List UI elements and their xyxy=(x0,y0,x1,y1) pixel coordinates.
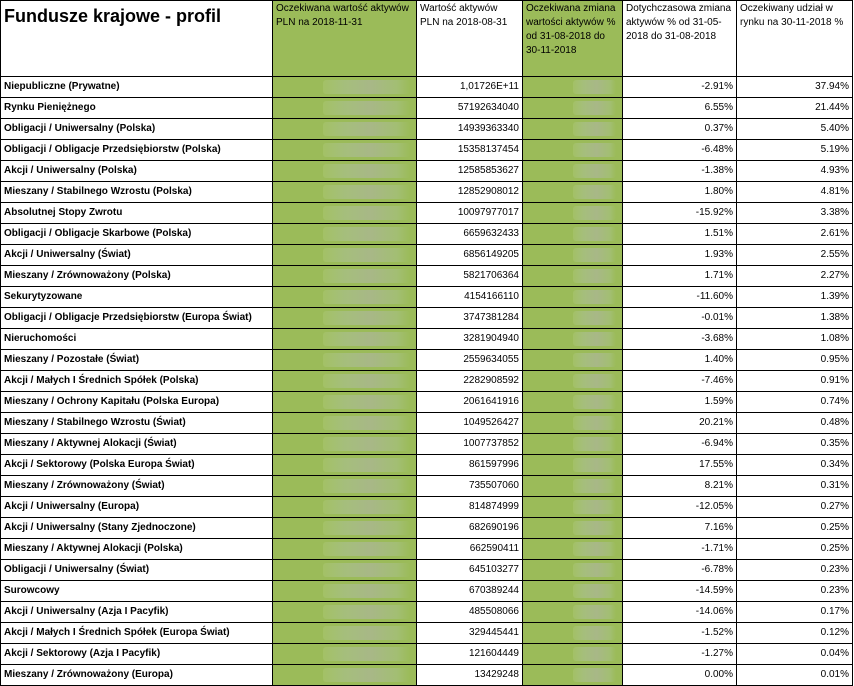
header-expected-change[interactable]: Oczekiwana zmiana wartości aktywów % od 31-08-2018 do 30-11-2018 xyxy=(523,1,623,77)
expected-share-cell[interactable]: 0.27% xyxy=(737,497,853,518)
fund-category-cell[interactable]: Akcji / Sektorowy (Azja I Pacyfik) xyxy=(1,644,273,665)
table-row xyxy=(1,434,853,455)
header-historic-change[interactable]: Dotychczasowa zmiana aktywów % od 31-05-2018 do 31-08-2018 xyxy=(623,1,737,77)
fund-category-cell[interactable]: Obligacji / Obligacje Skarbowe (Polska) xyxy=(1,224,273,245)
redacted-value xyxy=(573,80,616,94)
redacted-value xyxy=(573,101,616,115)
fund-category-cell[interactable]: Surowcowy xyxy=(1,581,273,602)
historic-change-cell[interactable]: 0.00% xyxy=(623,665,737,686)
expected-value-cell[interactable] xyxy=(273,455,417,476)
redacted-value xyxy=(323,164,410,178)
table-row xyxy=(1,560,853,581)
expected-change-cell[interactable] xyxy=(523,287,623,308)
expected-value-cell[interactable] xyxy=(273,203,417,224)
expected-change-cell[interactable] xyxy=(523,77,623,98)
fund-category-cell[interactable]: Akcji / Uniwersalny (Europa) xyxy=(1,497,273,518)
redacted-value xyxy=(323,542,410,556)
fund-category-cell[interactable]: Mieszany / Stabilnego Wzrostu (Polska) xyxy=(1,182,273,203)
expected-share-cell[interactable]: 0.25% xyxy=(737,518,853,539)
historic-change-cell[interactable]: -1.52% xyxy=(623,623,737,644)
expected-value-cell[interactable] xyxy=(273,77,417,98)
expected-change-cell[interactable] xyxy=(523,644,623,665)
expected-value-cell[interactable] xyxy=(273,434,417,455)
asset-value-cell[interactable]: 10097977017 xyxy=(417,203,523,224)
asset-value-cell[interactable]: 3281904940 xyxy=(417,329,523,350)
header-asset-value[interactable]: Wartość aktywów PLN na 2018-08-31 xyxy=(417,1,523,77)
fund-category-cell[interactable]: Obligacji / Obligacje Przedsiębiorstw (Polska) xyxy=(1,140,273,161)
redacted-value xyxy=(573,626,616,640)
redacted-value xyxy=(573,542,616,556)
table-row xyxy=(1,665,853,686)
expected-value-cell[interactable] xyxy=(273,371,417,392)
expected-change-cell[interactable] xyxy=(523,434,623,455)
redacted-value xyxy=(323,647,410,661)
historic-change-cell[interactable]: -3.68% xyxy=(623,329,737,350)
expected-change-cell[interactable] xyxy=(523,539,623,560)
expected-value-cell[interactable] xyxy=(273,329,417,350)
expected-share-cell[interactable]: 1.39% xyxy=(737,287,853,308)
redacted-value xyxy=(323,479,410,493)
fund-category-cell[interactable]: Mieszany / Aktywnej Alokacji (Polska) xyxy=(1,539,273,560)
redacted-value xyxy=(323,521,410,535)
fund-category-cell[interactable]: Akcji / Uniwersalny (Polska) xyxy=(1,161,273,182)
table-row xyxy=(1,476,853,497)
asset-value-cell[interactable]: 1,01726E+11 xyxy=(417,77,523,98)
expected-share-cell[interactable]: 3.38% xyxy=(737,203,853,224)
table-row xyxy=(1,623,853,644)
table-row xyxy=(1,161,853,182)
table-row xyxy=(1,518,853,539)
expected-share-cell[interactable]: 2.55% xyxy=(737,245,853,266)
table-row xyxy=(1,413,853,434)
redacted-value xyxy=(323,500,410,514)
redacted-value xyxy=(573,416,616,430)
expected-value-cell[interactable] xyxy=(273,623,417,644)
redacted-value xyxy=(573,164,616,178)
redacted-value xyxy=(323,101,410,115)
expected-share-cell[interactable]: 0.74% xyxy=(737,392,853,413)
fund-category-cell[interactable]: Sekurytyzowane xyxy=(1,287,273,308)
asset-value-cell[interactable]: 121604449 xyxy=(417,644,523,665)
historic-change-cell[interactable]: -14.59% xyxy=(623,581,737,602)
expected-value-cell[interactable] xyxy=(273,560,417,581)
historic-change-cell[interactable]: -1.71% xyxy=(623,539,737,560)
fund-category-cell[interactable]: Absolutnej Stopy Zwrotu xyxy=(1,203,273,224)
asset-value-cell[interactable]: 4154166110 xyxy=(417,287,523,308)
header-row xyxy=(1,1,853,77)
fund-category-cell[interactable]: Akcji / Uniwersalny (Świat) xyxy=(1,245,273,266)
asset-value-cell[interactable]: 57192634040 xyxy=(417,98,523,119)
redacted-value xyxy=(573,374,616,388)
expected-change-cell[interactable] xyxy=(523,224,623,245)
expected-value-cell[interactable] xyxy=(273,308,417,329)
redacted-value xyxy=(323,206,410,220)
asset-value-cell[interactable]: 2559634055 xyxy=(417,350,523,371)
expected-change-cell[interactable] xyxy=(523,329,623,350)
expected-change-cell[interactable] xyxy=(523,560,623,581)
expected-change-cell[interactable] xyxy=(523,182,623,203)
fund-category-cell[interactable]: Nieruchomości xyxy=(1,329,273,350)
asset-value-cell[interactable]: 670389244 xyxy=(417,581,523,602)
expected-share-cell[interactable]: 5.19% xyxy=(737,140,853,161)
historic-change-cell[interactable]: -14.06% xyxy=(623,602,737,623)
expected-value-cell[interactable] xyxy=(273,392,417,413)
asset-value-cell[interactable]: 3747381284 xyxy=(417,308,523,329)
fund-category-cell[interactable]: Niepubliczne (Prywatne) xyxy=(1,77,273,98)
asset-value-cell[interactable]: 485508066 xyxy=(417,602,523,623)
expected-value-cell[interactable] xyxy=(273,518,417,539)
table-row xyxy=(1,329,853,350)
historic-change-cell[interactable]: -12.05% xyxy=(623,497,737,518)
historic-change-cell[interactable]: -0.01% xyxy=(623,308,737,329)
expected-change-cell[interactable] xyxy=(523,623,623,644)
historic-change-cell[interactable]: 1.93% xyxy=(623,245,737,266)
table-row xyxy=(1,497,853,518)
expected-value-cell[interactable] xyxy=(273,581,417,602)
asset-value-cell[interactable]: 5821706364 xyxy=(417,266,523,287)
redacted-value xyxy=(573,563,616,577)
expected-value-cell[interactable] xyxy=(273,182,417,203)
expected-value-cell[interactable] xyxy=(273,644,417,665)
redacted-value xyxy=(323,227,410,241)
historic-change-cell[interactable]: -6.78% xyxy=(623,560,737,581)
redacted-value xyxy=(323,374,410,388)
redacted-value xyxy=(573,521,616,535)
asset-value-cell[interactable]: 12852908012 xyxy=(417,182,523,203)
table-row xyxy=(1,119,853,140)
redacted-value xyxy=(323,290,410,304)
fund-category-cell[interactable]: Mieszany / Ochrony Kapitału (Polska Europa) xyxy=(1,392,273,413)
fund-category-cell[interactable]: Mieszany / Aktywnej Alokacji (Świat) xyxy=(1,434,273,455)
asset-value-cell[interactable]: 2061641916 xyxy=(417,392,523,413)
historic-change-cell[interactable]: -6.48% xyxy=(623,140,737,161)
expected-change-cell[interactable] xyxy=(523,497,623,518)
redacted-value xyxy=(323,437,410,451)
expected-share-cell[interactable]: 0.91% xyxy=(737,371,853,392)
table-row xyxy=(1,371,853,392)
fund-category-cell[interactable]: Mieszany / Zrównoważony (Europa) xyxy=(1,665,273,686)
historic-change-cell[interactable]: -1.38% xyxy=(623,161,737,182)
redacted-value xyxy=(323,605,410,619)
historic-change-cell[interactable]: 7.16% xyxy=(623,518,737,539)
redacted-value xyxy=(323,416,410,430)
table-row xyxy=(1,224,853,245)
table-row xyxy=(1,392,853,413)
asset-value-cell[interactable]: 735507060 xyxy=(417,476,523,497)
header-expected-share[interactable]: Oczekiwany udział w rynku na 30-11-2018 % xyxy=(737,1,853,77)
expected-share-cell[interactable]: 0.01% xyxy=(737,665,853,686)
table-row xyxy=(1,539,853,560)
table-row xyxy=(1,266,853,287)
redacted-value xyxy=(573,584,616,598)
redacted-value xyxy=(573,206,616,220)
expected-change-cell[interactable] xyxy=(523,98,623,119)
redacted-value xyxy=(323,185,410,199)
fund-category-cell[interactable]: Akcji / Małych I Średnich Spółek (Polska) xyxy=(1,371,273,392)
redacted-value xyxy=(573,395,616,409)
expected-share-cell[interactable]: 1.38% xyxy=(737,308,853,329)
expected-change-cell[interactable] xyxy=(523,602,623,623)
expected-change-cell[interactable] xyxy=(523,581,623,602)
redacted-value xyxy=(323,395,410,409)
expected-value-cell[interactable] xyxy=(273,266,417,287)
expected-change-cell[interactable] xyxy=(523,413,623,434)
asset-value-cell[interactable]: 14939363340 xyxy=(417,119,523,140)
historic-change-cell[interactable]: 1.71% xyxy=(623,266,737,287)
redacted-value xyxy=(323,248,410,262)
expected-share-cell[interactable]: 5.40% xyxy=(737,119,853,140)
asset-value-cell[interactable]: 662590411 xyxy=(417,539,523,560)
historic-change-cell[interactable]: -6.94% xyxy=(623,434,737,455)
expected-share-cell[interactable]: 0.17% xyxy=(737,602,853,623)
fund-category-cell[interactable]: Obligacji / Uniwersalny (Polska) xyxy=(1,119,273,140)
historic-change-cell[interactable]: 17.55% xyxy=(623,455,737,476)
redacted-value xyxy=(573,248,616,262)
expected-value-cell[interactable] xyxy=(273,602,417,623)
redacted-value xyxy=(323,332,410,346)
expected-value-cell[interactable] xyxy=(273,161,417,182)
fund-category-cell[interactable]: Mieszany / Pozostałe (Świat) xyxy=(1,350,273,371)
historic-change-cell[interactable]: 0.37% xyxy=(623,119,737,140)
expected-value-cell[interactable] xyxy=(273,476,417,497)
redacted-value xyxy=(573,311,616,325)
fund-category-cell[interactable]: Obligacji / Obligacje Przedsiębiorstw (Europa Świat) xyxy=(1,308,273,329)
expected-value-cell[interactable] xyxy=(273,287,417,308)
asset-value-cell[interactable]: 6659632433 xyxy=(417,224,523,245)
table-row xyxy=(1,602,853,623)
expected-share-cell[interactable]: 37.94% xyxy=(737,77,853,98)
expected-value-cell[interactable] xyxy=(273,350,417,371)
redacted-value xyxy=(573,353,616,367)
redacted-value xyxy=(573,458,616,472)
expected-change-cell[interactable] xyxy=(523,140,623,161)
asset-value-cell[interactable]: 15358137454 xyxy=(417,140,523,161)
header-expected-value[interactable]: Oczekiwana wartość aktywów PLN na 2018-11-31 xyxy=(273,1,417,77)
expected-share-cell[interactable]: 0.95% xyxy=(737,350,853,371)
redacted-value xyxy=(323,80,410,94)
redacted-value xyxy=(573,668,616,682)
expected-value-cell[interactable] xyxy=(273,665,417,686)
historic-change-cell[interactable]: 6.55% xyxy=(623,98,737,119)
expected-share-cell[interactable]: 0.04% xyxy=(737,644,853,665)
table-row xyxy=(1,77,853,98)
expected-change-cell[interactable] xyxy=(523,161,623,182)
redacted-value xyxy=(323,269,410,283)
table-row xyxy=(1,98,853,119)
table-row xyxy=(1,203,853,224)
historic-change-cell[interactable]: -7.46% xyxy=(623,371,737,392)
expected-value-cell[interactable] xyxy=(273,497,417,518)
asset-value-cell[interactable]: 6856149205 xyxy=(417,245,523,266)
fund-category-cell[interactable]: Mieszany / Zrównoważony (Polska) xyxy=(1,266,273,287)
fund-category-cell[interactable]: Mieszany / Zrównoważony (Świat) xyxy=(1,476,273,497)
redacted-value xyxy=(323,668,410,682)
expected-share-cell[interactable]: 2.61% xyxy=(737,224,853,245)
expected-change-cell[interactable] xyxy=(523,203,623,224)
sheet-title[interactable]: Fundusze krajowe - profil xyxy=(1,1,273,77)
expected-share-cell[interactable]: 0.23% xyxy=(737,581,853,602)
redacted-value xyxy=(573,269,616,283)
expected-share-cell[interactable]: 0.12% xyxy=(737,623,853,644)
table-row xyxy=(1,140,853,161)
expected-change-cell[interactable] xyxy=(523,476,623,497)
asset-value-cell[interactable]: 329445441 xyxy=(417,623,523,644)
redacted-value xyxy=(573,479,616,493)
expected-value-cell[interactable] xyxy=(273,140,417,161)
expected-change-cell[interactable] xyxy=(523,371,623,392)
asset-value-cell[interactable]: 682690196 xyxy=(417,518,523,539)
historic-change-cell[interactable]: -1.27% xyxy=(623,644,737,665)
historic-change-cell[interactable]: 1.40% xyxy=(623,350,737,371)
expected-value-cell[interactable] xyxy=(273,413,417,434)
redacted-value xyxy=(573,332,616,346)
redacted-value xyxy=(323,353,410,367)
expected-share-cell[interactable]: 4.93% xyxy=(737,161,853,182)
expected-change-cell[interactable] xyxy=(523,455,623,476)
fund-category-cell[interactable]: Rynku Pieniężnego xyxy=(1,98,273,119)
table-row xyxy=(1,287,853,308)
expected-value-cell[interactable] xyxy=(273,245,417,266)
expected-change-cell[interactable] xyxy=(523,119,623,140)
expected-value-cell[interactable] xyxy=(273,98,417,119)
expected-share-cell[interactable]: 21.44% xyxy=(737,98,853,119)
asset-value-cell[interactable]: 861597996 xyxy=(417,455,523,476)
fund-category-cell[interactable]: Akcji / Uniwersalny (Stany Zjednoczone) xyxy=(1,518,273,539)
historic-change-cell[interactable]: 8.21% xyxy=(623,476,737,497)
historic-change-cell[interactable]: 1.80% xyxy=(623,182,737,203)
expected-share-cell[interactable]: 0.23% xyxy=(737,560,853,581)
expected-value-cell[interactable] xyxy=(273,224,417,245)
expected-value-cell[interactable] xyxy=(273,119,417,140)
expected-change-cell[interactable] xyxy=(523,266,623,287)
redacted-value xyxy=(573,185,616,199)
expected-change-cell[interactable] xyxy=(523,518,623,539)
redacted-value xyxy=(323,626,410,640)
fund-category-cell[interactable]: Mieszany / Stabilnego Wzrostu (Świat) xyxy=(1,413,273,434)
redacted-value xyxy=(323,122,410,136)
table-row xyxy=(1,644,853,665)
expected-share-cell[interactable]: 2.27% xyxy=(737,266,853,287)
redacted-value xyxy=(573,605,616,619)
asset-value-cell[interactable]: 1007737852 xyxy=(417,434,523,455)
expected-share-cell[interactable]: 4.81% xyxy=(737,182,853,203)
expected-change-cell[interactable] xyxy=(523,245,623,266)
asset-value-cell[interactable]: 645103277 xyxy=(417,560,523,581)
redacted-value xyxy=(323,584,410,598)
expected-share-cell[interactable]: 0.25% xyxy=(737,539,853,560)
redacted-value xyxy=(573,227,616,241)
historic-change-cell[interactable]: -15.92% xyxy=(623,203,737,224)
expected-change-cell[interactable] xyxy=(523,392,623,413)
expected-share-cell[interactable]: 0.48% xyxy=(737,413,853,434)
expected-share-cell[interactable]: 0.35% xyxy=(737,434,853,455)
historic-change-cell[interactable]: 1.51% xyxy=(623,224,737,245)
asset-value-cell[interactable]: 12585853627 xyxy=(417,161,523,182)
expected-share-cell[interactable]: 0.34% xyxy=(737,455,853,476)
asset-value-cell[interactable]: 2282908592 xyxy=(417,371,523,392)
table-row xyxy=(1,455,853,476)
fund-category-cell[interactable]: Obligacji / Uniwersalny (Świat) xyxy=(1,560,273,581)
expected-share-cell[interactable]: 0.31% xyxy=(737,476,853,497)
table-row xyxy=(1,182,853,203)
expected-value-cell[interactable] xyxy=(273,539,417,560)
historic-change-cell[interactable]: 1.59% xyxy=(623,392,737,413)
table-row xyxy=(1,245,853,266)
redacted-value xyxy=(323,311,410,325)
fund-category-cell[interactable]: Akcji / Sektorowy (Polska Europa Świat) xyxy=(1,455,273,476)
fund-category-cell[interactable]: Akcji / Małych I Średnich Spółek (Europa Świat) xyxy=(1,623,273,644)
redacted-value xyxy=(573,500,616,514)
table-body xyxy=(1,77,853,686)
historic-change-cell[interactable]: 20.21% xyxy=(623,413,737,434)
expected-share-cell[interactable]: 1.08% xyxy=(737,329,853,350)
historic-change-cell[interactable]: -2.91% xyxy=(623,77,737,98)
redacted-value xyxy=(323,563,410,577)
fund-category-cell[interactable]: Akcji / Uniwersalny (Azja I Pacyfik) xyxy=(1,602,273,623)
redacted-value xyxy=(323,143,410,157)
redacted-value xyxy=(573,143,616,157)
expected-change-cell[interactable] xyxy=(523,665,623,686)
asset-value-cell[interactable]: 1049526427 xyxy=(417,413,523,434)
asset-value-cell[interactable]: 814874999 xyxy=(417,497,523,518)
redacted-value xyxy=(573,122,616,136)
table-row xyxy=(1,350,853,371)
redacted-value xyxy=(323,458,410,472)
expected-change-cell[interactable] xyxy=(523,350,623,371)
table-row xyxy=(1,581,853,602)
historic-change-cell[interactable]: -11.60% xyxy=(623,287,737,308)
redacted-value xyxy=(573,647,616,661)
asset-value-cell[interactable]: 13429248 xyxy=(417,665,523,686)
redacted-value xyxy=(573,437,616,451)
table-row xyxy=(1,308,853,329)
redacted-value xyxy=(573,290,616,304)
expected-change-cell[interactable] xyxy=(523,308,623,329)
